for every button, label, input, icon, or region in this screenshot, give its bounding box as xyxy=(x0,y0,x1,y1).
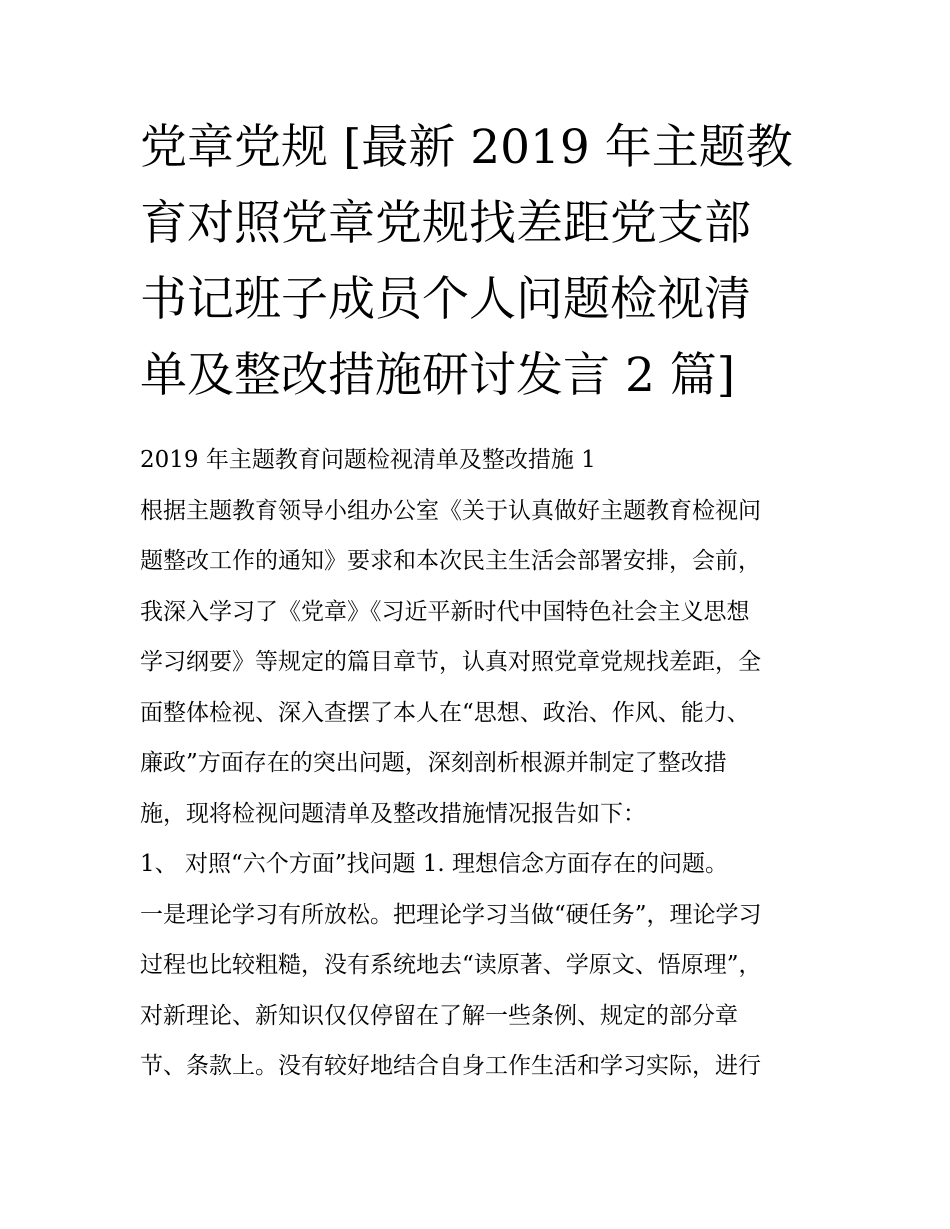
paragraph-line: 节、条款上。没有较好地结合自身工作生活和学习实际，进行 xyxy=(140,1053,761,1079)
paragraph-line: 对新理论、新知识仅仅停留在了解一些条例、规定的部分章 xyxy=(140,1002,738,1029)
title-line-4: 单及整改措施研讨发言 2 篇] xyxy=(140,348,736,403)
document-body xyxy=(140,435,820,1092)
paragraph-line: 过程也比较粗糙，没有系统地去“读原著、学原文、悟原理”， xyxy=(140,952,762,978)
subtitle-line: 2019 年主题教育问题检视清单及整改措施 1 xyxy=(140,447,596,473)
paragraph-line: 根据主题教育领导小组办公室《关于认真做好主题教育检视问 xyxy=(140,497,761,524)
section-heading-line: 1、 对照“六个方面”找问题 1. 理想信念方面存在的问题。 xyxy=(140,851,729,877)
paragraph-line: 题整改工作的通知》要求和本次民主生活会部署安排，会前， xyxy=(140,548,761,574)
title-line-1: 党章党规 [最新 2019 年主题教 xyxy=(140,120,793,175)
title-line-3: 书记班子成员个人问题检视清 xyxy=(140,272,751,327)
paragraph-line: 施，现将检视问题清单及整改措施情况报告如下： xyxy=(140,800,646,827)
paragraph-line: 廉政”方面存在的突出问题，深刻剖析根源并制定了整改措 xyxy=(140,750,727,776)
paragraph-line: 一是理论学习有所放松。把理论学习当做“硬任务”，理论学习 xyxy=(140,901,762,928)
document-title xyxy=(140,110,820,414)
paragraph-line: 面整体检视、深入查摆了本人在“思想、政治、作风、能力、 xyxy=(140,699,750,726)
title-line-2: 育对照党章党规找差距党支部 xyxy=(140,196,751,251)
paragraph-line: 我深入学习了《党章》《习近平新时代中国特色社会主义思想 xyxy=(140,598,750,625)
paragraph-line: 学习纲要》等规定的篇目章节，认真对照党章党规找差距，全 xyxy=(140,649,761,675)
